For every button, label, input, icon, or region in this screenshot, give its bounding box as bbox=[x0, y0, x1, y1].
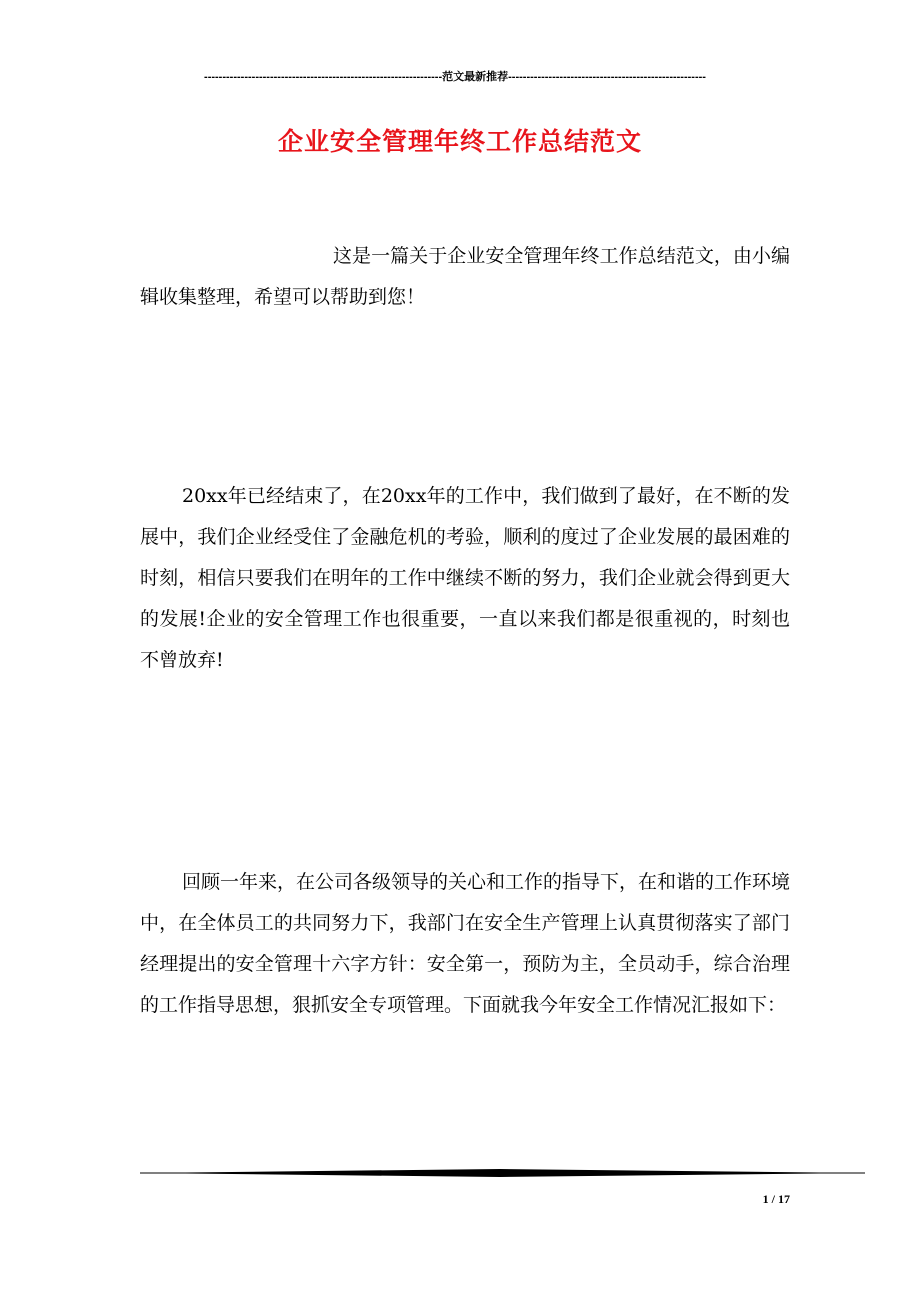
document-title: 企业安全管理年终工作总结范文 bbox=[277, 127, 642, 156]
body-paragraph-1: 20xx年已经结束了，在20xx年的工作中，我们做到了最好，在不断的发展中，我们企业经受住了金融危机的考验，顺利的度过了企业发展的最困难的时刻，相信只要我们在明年的工作中继续不断的努力，我们企业就会得到更大的发展!企业的安全管理工作也很重要，一直以来我们都是很重视的，时刻也不曾放弃! bbox=[140, 485, 790, 671]
page-number: 1 / 17 bbox=[762, 1192, 790, 1206]
header-label: 范文最新推荐 bbox=[442, 71, 509, 83]
header-dashes-left: ----------------------------------------------------------------- bbox=[204, 71, 443, 83]
header-dashes-right: ------------------------------------------------------ bbox=[508, 71, 706, 83]
footer-rule bbox=[140, 1166, 865, 1180]
intro-paragraph: 这是一篇关于企业安全管理年终工作总结范文，由小编辑收集整理，希望可以帮助到您！ bbox=[140, 245, 790, 308]
body-paragraph-2: 回顾一年来，在公司各级领导的关心和工作的指导下，在和谐的工作环境中，在全体员工的共同努力下，我部门在安全生产管理上认真贯彻落实了部门经理提出的安全管理十六字方针：安全第一，预防为主，全员动手，综合治理的工作指导思想，狠抓安全专项管理。下面就我今年安全工作情况汇报如下： bbox=[140, 871, 791, 1016]
page-header bbox=[140, 68, 770, 84]
